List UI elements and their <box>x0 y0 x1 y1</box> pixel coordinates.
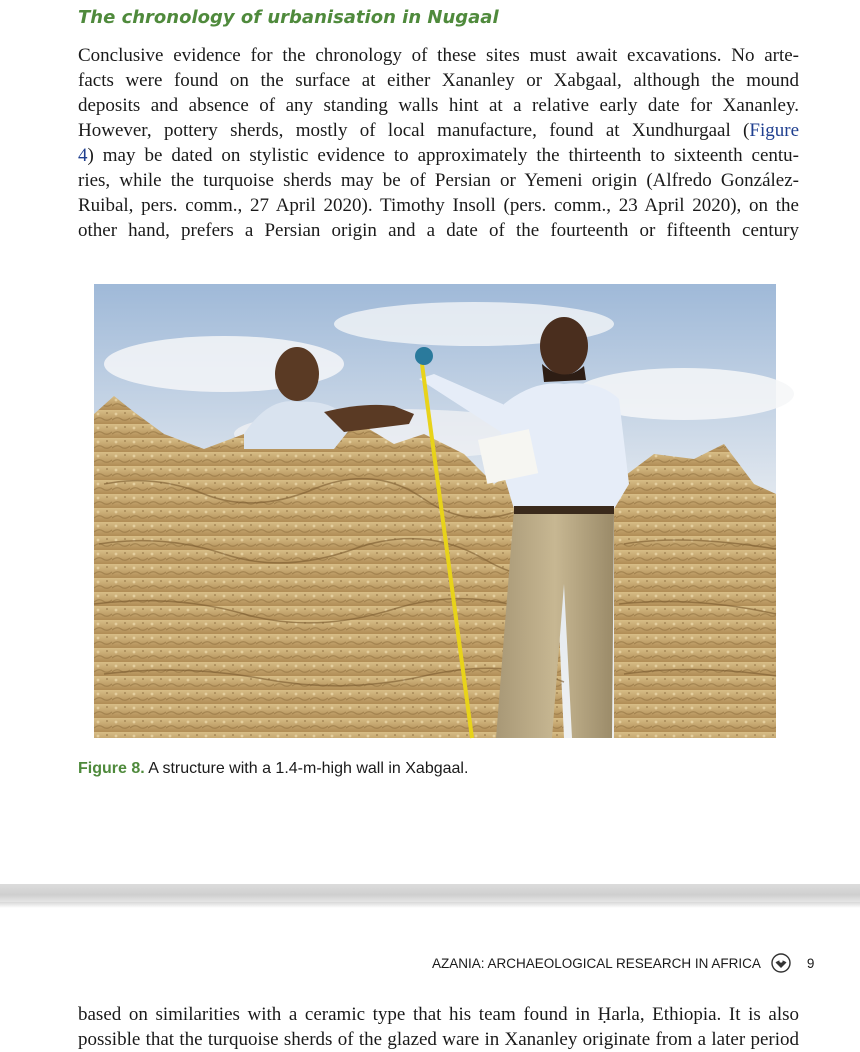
section-heading: The chronology of urbanisation in Nugaal <box>78 7 499 28</box>
running-header <box>432 952 815 974</box>
figure-caption <box>78 758 468 780</box>
page-number: 9 <box>806 955 815 971</box>
body-paragraph <box>78 43 799 243</box>
body-line-cut: possible that the turquoise sherds of the glazed ware in Xananley originate from a later period <box>78 1029 799 1050</box>
next-page-paragraph <box>78 1002 799 1050</box>
journal-name: AZANIA: ARCHAEOLOGICAL RESEARCH IN AFRICA <box>432 955 761 971</box>
body-line <box>78 118 799 143</box>
figure-label[interactable]: Figure 8. <box>78 760 145 777</box>
body-line: ries, while the turquoise sherds may be of Persian or Yemeni origin (Alfredo González- <box>78 170 799 191</box>
body-line: Conclusive evidence for the chronology of these sites must await excavations. No arte- <box>78 45 799 66</box>
crossmark-icon[interactable] <box>771 953 791 973</box>
body-line-text: However, pottery sherds, mostly of local manufacture, found at Xundhurgaal ( <box>78 120 750 141</box>
page-separator-shadow <box>0 902 860 908</box>
body-line <box>78 143 799 168</box>
body-line: facts were found on the surface at either Xananley or Xabgaal, although the mound <box>78 70 799 91</box>
body-line: deposits and absence of any standing walls hint at a relative early date for Xananley. <box>78 95 799 116</box>
figure-8-photo <box>94 284 776 738</box>
page-separator <box>0 884 860 902</box>
body-line-text: ) may be dated on stylistic evidence to approximately the thirteenth to sixteenth centu- <box>87 145 799 166</box>
body-line: based on similarities with a ceramic type that his team found in Ḥarla, Ethiopia. It is also <box>78 1004 799 1025</box>
body-line: other hand, prefers a Persian origin and a date of the fourteenth or fifteenth century <box>78 220 799 241</box>
figure-4-link[interactable]: Figure <box>749 120 799 141</box>
figure-4-link-number[interactable]: 4 <box>78 145 88 166</box>
body-line: Ruibal, pers. comm., 27 April 2020). Timothy Insoll (pers. comm., 23 April 2020), on the <box>78 195 799 216</box>
figure-caption-text: A structure with a 1.4-m-high wall in Xabgaal. <box>148 760 469 777</box>
